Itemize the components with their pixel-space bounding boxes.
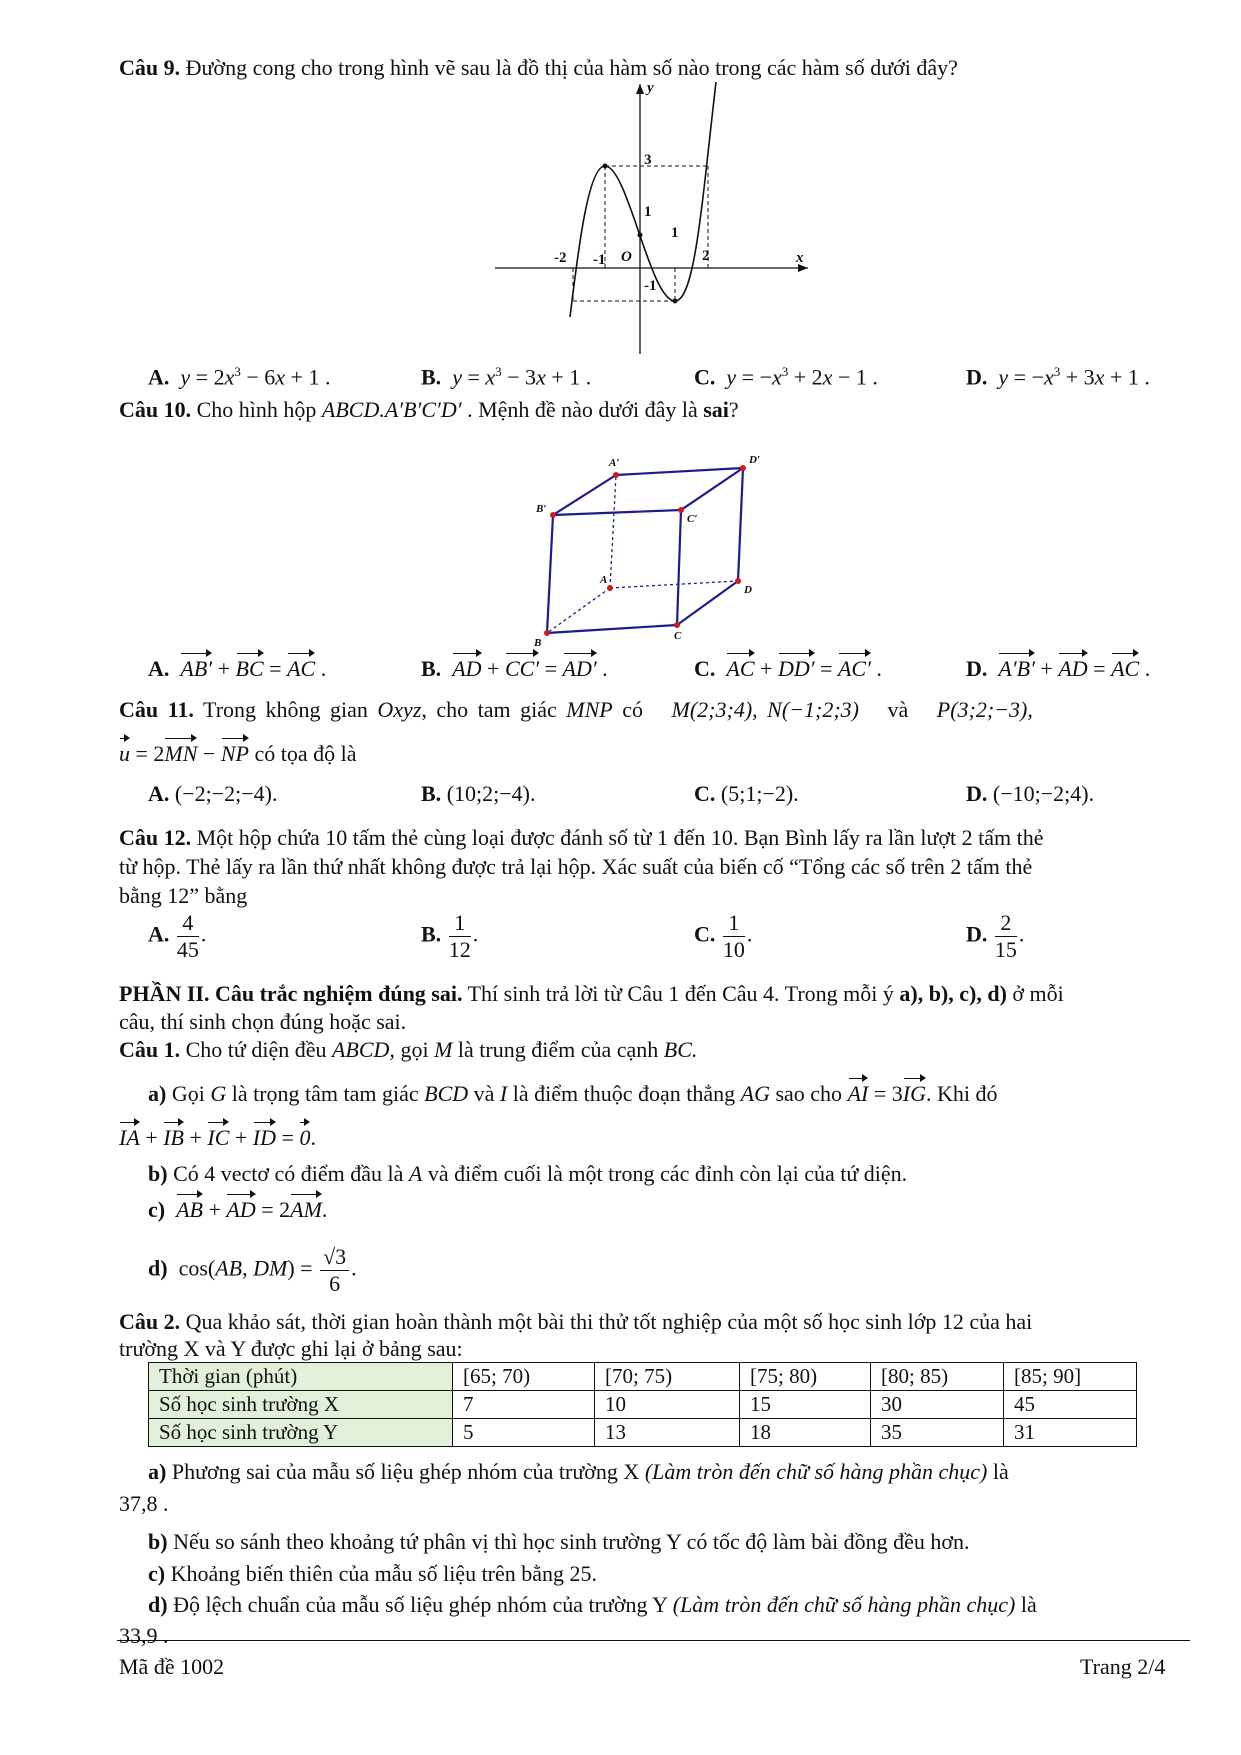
table-cell: 15 (740, 1391, 871, 1419)
p2q2-line2: trường X và Y được ghi lại ở bảng sau: (119, 1336, 463, 1361)
p2q2-a-label: a) (148, 1459, 167, 1484)
p2q1-bc: BC. (663, 1037, 698, 1062)
q10-text1: Cho hình hộp (191, 397, 322, 422)
q11-option-d[interactable] (966, 780, 1094, 808)
exam-code: Mã đề 1002 (119, 1654, 225, 1679)
p2q1-c-label: c) (148, 1197, 166, 1222)
p2q2-b-label: b) (148, 1529, 168, 1554)
q10-option-a-label: A. (148, 656, 170, 681)
tick-3: 3 (644, 152, 652, 168)
p2q1-a-text2: là trọng tâm tam giác (226, 1081, 425, 1106)
vertex-a1 (613, 472, 619, 478)
table-row (149, 1391, 1137, 1419)
p2q1-b-label: b) (148, 1161, 168, 1186)
q12-line1 (119, 824, 1044, 852)
table-cell: [75; 80) (740, 1363, 871, 1391)
q11-point-p: P(3;2;−3), (936, 697, 1033, 722)
q10-option-b-label: B. (421, 656, 442, 681)
vertex-a (607, 585, 613, 591)
label-d: D (744, 584, 752, 596)
p2q1-m: M (434, 1037, 453, 1062)
table-cell: Thời gian (phút) (149, 1363, 453, 1391)
q12-option-d-fraction: $\frac{2}{15}$ (994, 910, 1017, 962)
q12-label: Câu 12. (119, 825, 192, 850)
edge-d1d (738, 468, 743, 581)
label-c1: C′ (687, 513, 698, 525)
p2q1-text3: là trung điểm của cạnh (452, 1037, 664, 1062)
q12-option-b[interactable]: B. $\frac{1}{12}$ . (421, 910, 479, 962)
p2q1-a-text5: sao cho (769, 1081, 848, 1106)
q11-question (119, 696, 1033, 724)
footer-divider (117, 1640, 1190, 1641)
vertex-b (544, 630, 550, 636)
p2q2-c[interactable] (148, 1560, 597, 1588)
q11-line2: u = 2MN − NP có tọa độ là (119, 741, 357, 766)
p2q2-d-italic: (Làm tròn đến chữ số hàng phần chục) (672, 1592, 1016, 1617)
edge-cd (677, 581, 738, 625)
vertex-d1 (740, 465, 746, 471)
q9-option-a[interactable]: A. $y = 2x^3 - 6x + 1$ . (148, 364, 331, 390)
p2q1-text: Cho tứ diện đều (180, 1037, 332, 1062)
q11-option-b[interactable] (421, 780, 535, 808)
q10-option-b[interactable]: B. AD + CC′ = AD′ . (421, 656, 608, 681)
p2q2-a-text2: là (987, 1459, 1009, 1484)
table-cell: 5 (453, 1419, 595, 1447)
q11-option-a-label: A. (148, 781, 170, 806)
p2q1-a-text3: và (468, 1081, 500, 1106)
tick-1y: 1 (644, 204, 652, 220)
p2q2-a[interactable] (148, 1458, 1009, 1486)
table-row (149, 1419, 1137, 1447)
table-cell: 31 (1004, 1419, 1137, 1447)
p2q2-a-value: 37,8 . (119, 1491, 169, 1516)
p2q2-b[interactable] (148, 1528, 969, 1556)
q10-parallelepiped (520, 450, 780, 650)
p2q2-label: Câu 2. (119, 1309, 181, 1334)
p2q1-a-text6: . Khi đó (925, 1081, 998, 1106)
q12-option-c-label: C. (694, 921, 716, 947)
p2q2-b-text: Nếu so sánh theo khoảng tứ phân vị thì học sinh trường Y có tốc độ làm bài đồng đều hơn. (167, 1529, 970, 1554)
table-cell: [70; 75) (595, 1363, 740, 1391)
p2q2-a-text: Phương sai của mẫu số liệu ghép nhóm của trường X (166, 1459, 645, 1484)
p2q2-d[interactable] (148, 1591, 1037, 1619)
part2-items: a), b), c), d) (899, 981, 1007, 1006)
p2q1-d-fraction: $\frac{√3}{6}$ (320, 1244, 349, 1297)
vertex-c (674, 622, 680, 628)
q12-line2: từ hộp. Thẻ lấy ra lần thứ nhất không được trả lại hộp. Xác suất của biến cố “Tổng các số trên 2 tấm thẻ (119, 854, 1033, 879)
p2q2-d-label: d) (148, 1592, 168, 1617)
p2q2-data-table (148, 1362, 1137, 1447)
edge-aa1 (610, 475, 616, 588)
q11-mnp: MNP (566, 697, 613, 722)
q9-option-d-label: D. (966, 364, 988, 390)
p2q1-b-text: Có 4 vectơ có điểm đầu là (167, 1161, 409, 1186)
table-cell: 35 (871, 1419, 1004, 1447)
q11-option-c-label: C. (694, 781, 716, 806)
q10-question (119, 396, 739, 424)
tick-minus1y: -1 (644, 278, 657, 294)
table-cell: 45 (1004, 1391, 1137, 1419)
part2-title: PHẦN II. Câu trắc nghiệm đúng sai. (119, 981, 463, 1006)
q9-label: Câu 9. (119, 55, 181, 80)
q12-option-c-fraction: $\frac{1}{10}$ (722, 910, 745, 962)
vertex-b1 (550, 512, 556, 518)
q11-option-b-label: B. (421, 781, 442, 806)
tick-1x: 1 (671, 225, 679, 241)
q9-text: Đường cong cho trong hình vẽ sau là đồ thị của hàm số nào trong các hàm số dưới đây? (180, 55, 958, 80)
p2q1-d[interactable]: d) cos(AB, DM) = $\frac{√3}{6}$ . (148, 1244, 357, 1296)
p2q1-label: Câu 1. (119, 1037, 181, 1062)
q11-option-d-label: D. (966, 781, 988, 806)
p2q2-line1 (119, 1308, 1032, 1336)
p2q1-a[interactable]: a) Gọi G là trọng tâm tam giác BCD và I là điểm thuộc đoạn thẳng AG sao cho AI = 3IG. Khi đó (148, 1081, 998, 1106)
label-x: x (796, 250, 804, 266)
table-cell: Số học sinh trường X (149, 1391, 453, 1419)
q12-option-a[interactable]: A. $\frac{4}{45}$ . (148, 910, 207, 962)
q9-graph (490, 82, 820, 357)
q12-option-b-label: B. (421, 921, 442, 947)
edge-d1c1 (681, 468, 743, 510)
edge-a1d1 (616, 468, 743, 475)
p2q2-d-text2: là (1015, 1592, 1037, 1617)
q9-option-b[interactable]: B. $y = x^3 - 3x + 1$ . (421, 364, 592, 390)
label-c: C (674, 630, 682, 642)
table-row (149, 1363, 1137, 1391)
table-cell: 13 (595, 1419, 740, 1447)
q12-line3: bằng 12” bằng (119, 883, 248, 908)
q12-option-a-label: A. (148, 921, 170, 947)
p2q1-a-label: a) (148, 1081, 167, 1106)
table-cell: Số học sinh trường Y (149, 1419, 453, 1447)
p2q2-c-text: Khoảng biến thiên của mẫu số liệu trên bằng 25. (165, 1561, 598, 1586)
p2q2-line1-text: Qua khảo sát, thời gian hoàn thành một bài thi thử tốt nghiệp của một số học sinh lớp 12 của hai (180, 1309, 1033, 1334)
p2q1-abcd: ABCD, (331, 1037, 395, 1062)
q12-option-d-label: D. (966, 921, 988, 947)
p2q1-d-label: d) (148, 1255, 168, 1281)
y-intercept-point (638, 233, 643, 238)
q10-option-c-label: C. (694, 656, 716, 681)
p2q2-d-value: 33,9 . (119, 1623, 169, 1648)
p2q1-a-line2: IA + IB + IC + ID = 0. (119, 1125, 316, 1150)
q11-text: Trong không gian (193, 697, 378, 722)
q10-shape: ABCD.A′B′C′D′ (321, 397, 462, 422)
q11-oxyz: Oxyz (377, 697, 422, 722)
edge-b1c1 (553, 510, 681, 515)
q9-option-b-label: B. (421, 364, 442, 390)
p2q2-a-italic: (Làm tròn đến chữ số hàng phần chục) (644, 1459, 988, 1484)
q10-text3: ? (728, 397, 739, 422)
q9-question (119, 54, 958, 82)
q11-option-c[interactable] (694, 780, 799, 808)
p2q1-question (119, 1036, 697, 1064)
q11-va: và (887, 697, 909, 722)
q11-option-c-value: (5;1;−2). (720, 781, 799, 806)
q9-option-c[interactable]: C. $y = -x^3 + 2x - 1$ . (694, 364, 878, 390)
max-point (603, 164, 608, 169)
label-a: A (600, 574, 608, 586)
q11-option-d-value: (−10;−2;4). (992, 781, 1095, 806)
q12-option-a-fraction: $\frac{4}{45}$ (176, 910, 199, 962)
p2q1-text2: gọi (394, 1037, 435, 1062)
q11-text2: , cho tam giác (421, 697, 567, 722)
q9-option-a-label: A. (148, 364, 170, 390)
label-y: y (647, 82, 654, 96)
origin-label: O (621, 249, 632, 265)
edge-ad (610, 581, 738, 588)
q11-line2-text: có tọa độ là (248, 741, 357, 766)
table-cell: [80; 85) (871, 1363, 1004, 1391)
part2-header (119, 980, 1064, 1008)
page-number: Trang 2/4 (1080, 1654, 1166, 1679)
q11-option-a[interactable] (148, 780, 278, 808)
table-cell: 7 (453, 1391, 595, 1419)
q11-points-mn: M(2;3;4), N(−1;2;3) (671, 697, 859, 722)
vertex-c1 (678, 507, 684, 513)
p2q1-a-text4: là điểm thuộc đoạn thẳng (507, 1081, 741, 1106)
table-cell: 30 (871, 1391, 1004, 1419)
q12-line1-text: Một hộp chứa 10 tấm thẻ cùng loại được đánh số từ 1 đến 10. Bạn Bình lấy ra lần lượt 2 tấm thẻ (191, 825, 1044, 850)
q12-option-c[interactable]: C. $\frac{1}{10}$ . (694, 910, 753, 962)
q10-label: Câu 10. (119, 397, 192, 422)
q11-label: Câu 11. (119, 697, 194, 722)
label-b: B (534, 637, 542, 649)
edge-b1b (547, 515, 553, 633)
tick-2: 2 (702, 248, 710, 264)
q11-option-a-value: (−2;−2;−4). (174, 781, 278, 806)
p2q2-c-label: c) (148, 1561, 166, 1586)
edge-ab (547, 588, 610, 633)
y-axis-arrow (636, 84, 644, 94)
part2-text2: ở mỗi (1006, 981, 1064, 1006)
label-a1: A′ (609, 457, 620, 469)
label-d1: D′ (749, 454, 761, 466)
q10-text2: . Mệnh đề nào dưới đây là (461, 397, 704, 422)
table-cell: [65; 70) (453, 1363, 595, 1391)
q9-option-c-label: C. (694, 364, 716, 390)
tick-minus1: -1 (593, 252, 606, 268)
table-cell: 10 (595, 1391, 740, 1419)
edge-a1b1 (553, 475, 616, 515)
tick-minus2: -2 (554, 250, 567, 266)
edge-c1c (677, 510, 681, 625)
q12-option-d[interactable]: D. $\frac{2}{15}$ . (966, 910, 1025, 962)
q10-option-d-label: D. (966, 656, 988, 681)
q11-text3: có (612, 697, 653, 722)
edge-bc (547, 625, 677, 633)
q12-option-b-fraction: $\frac{1}{12}$ (448, 910, 471, 962)
q11-option-b-value: (10;2;−4). (446, 781, 536, 806)
q10-option-d[interactable]: D. A′B′ + AD = AC . (966, 656, 1151, 681)
p2q1-c[interactable]: c) AB + AD = 2AM. (148, 1197, 328, 1222)
part2-line2: câu, thí sinh chọn đúng hoặc sai. (119, 1009, 407, 1034)
label-b1: B′ (536, 503, 547, 515)
q10-emph: sai (703, 397, 729, 422)
p2q1-b[interactable]: b) Có 4 vectơ có điểm đầu là A và điểm cuối là một trong các đỉnh còn lại của tứ diện. (148, 1161, 908, 1186)
table-cell: [85; 90] (1004, 1363, 1137, 1391)
q10-option-a[interactable]: A. AB′ + BC = AC . (148, 656, 327, 681)
part2-text: Thí sinh trả lời từ Câu 1 đến Câu 4. Trong mỗi ý (462, 981, 900, 1006)
p2q1-a-text1: Gọi (166, 1081, 211, 1106)
vertex-d (735, 578, 741, 584)
cubic-curve (570, 82, 716, 317)
p2q1-b-text2: và điểm cuối là một trong các đỉnh còn lại của tứ diện. (422, 1161, 908, 1186)
q10-option-c[interactable]: C. AC + DD′ = AC′ . (694, 656, 882, 681)
table-cell: 18 (740, 1419, 871, 1447)
min-point (673, 299, 678, 304)
q9-option-d[interactable]: D. $y = -x^3 + 3x + 1$ . (966, 364, 1150, 390)
p2q2-d-text: Độ lệch chuẩn của mẫu số liệu ghép nhóm của trường Y (167, 1592, 673, 1617)
